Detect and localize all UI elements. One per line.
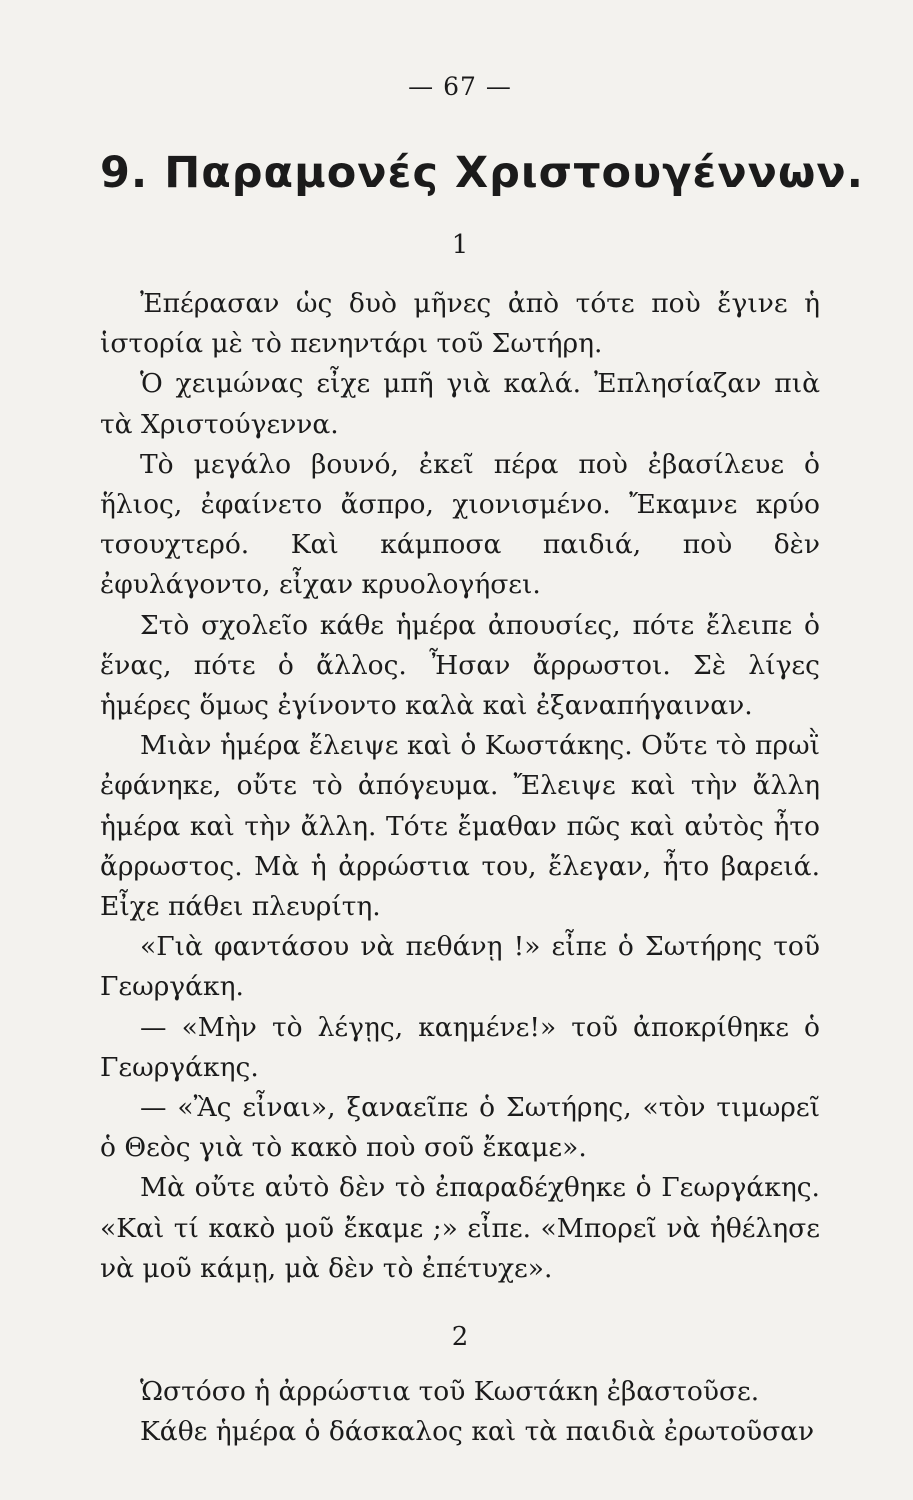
book-page xyxy=(100,0,864,1500)
paragraph: Μὰ οὔτε αὐτὸ δὲν τὸ ἐπαραδέχθηκε ὁ Γεωργάκης. «Καὶ τί κακὸ μοῦ ἔκαμε ;» εἶπε. «Μπορεῖ νὰ ἠθέλησε νὰ μοῦ κάμῃ, μὰ δὲν τὸ ἐπέτυχε». xyxy=(100,1172,820,1284)
paragraph: Ὡστόσο ἡ ἀρρώστια τοῦ Κωστάκη ἐβαστοῦσε. xyxy=(140,1376,760,1407)
page-number: — 67 — xyxy=(408,72,512,101)
paragraph: Τὸ μεγάλο βουνό, ἐκεῖ πέρα ποὺ ἐβασίλευε ὁ ἥλιος, ἐφαίνετο ἄσπρο, χιονισμένο. Ἔκαμνε κρύο τσουχτερό. Καὶ κάμποσα παιδιά, ποὺ δὲν ἐφυλάγοντο, εἶχαν κρυολογήσει. xyxy=(100,448,820,601)
paragraph: Μιὰν ἡμέρα ἔλειψε καὶ ὁ Κωστάκης. Οὔτε τὸ πρωῒ ἐφάνηκε, οὔτε τὸ ἀπόγευμα. Ἔλειψε καὶ τὴν ἄλλη ἡμέρα καὶ τὴν ἄλλη. Τότε ἔμαθαν πῶς καὶ αὐτὸς ἦτο ἄρρωστος. Μὰ ἡ ἀρρώστια του, ἔλεγαν, ἦτο βαρειά. Εἶχε πάθει πλευρίτη. xyxy=(100,730,820,923)
section-1-text xyxy=(100,284,820,1289)
section-2-text xyxy=(100,1372,820,1452)
paragraph: Στὸ σχολεῖο κάθε ἡμέρα ἀπουσίες, πότε ἔλειπε ὁ ἕνας, πότε ὁ ἄλλος. Ἦσαν ἄρρωστοι. Σὲ λίγες ἡμέρες ὅμως ἐγίνοντο καλὰ καὶ ἐξαναπήγαιναν. xyxy=(100,609,820,722)
paragraph: Ἐπέρασαν ὡς δυὸ μῆνες ἀπὸ τότε ποὺ ἔγινε ἡ ἱστορία μὲ τὸ πενηντάρι τοῦ Σωτήρη. xyxy=(100,288,820,360)
paragraph: — «Ἂς εἶναι», ξαναεῖπε ὁ Σωτήρης, «τὸν τιμωρεῖ ὁ Θεὸς γιὰ τὸ κακὸ ποὺ σοῦ ἔκαμε». xyxy=(100,1092,820,1164)
paragraph: Κάθε ἡμέρα ὁ δάσκαλος καὶ τὰ παιδιὰ ἐρωτοῦσαν xyxy=(140,1416,815,1448)
section-number-2: 2 xyxy=(451,1322,469,1352)
chapter-title: 9. Παραμονές Χριστουγέννων. xyxy=(100,148,864,198)
paragraph: — «Μὴν τὸ λέγῃς, καημένε!» τοῦ ἀποκρίθηκε ὁ Γεωργάκης. xyxy=(100,1011,820,1083)
paragraph: Ὁ χειμώνας εἶχε μπῆ γιὰ καλά. Ἐπλησίαζαν πιὰ τὰ Χριστούγεννα. xyxy=(100,368,820,440)
paragraph: «Γιὰ φαντάσου νὰ πεθάνῃ !» εἶπε ὁ Σωτήρης τοῦ Γεωργάκη. xyxy=(100,931,820,1003)
section-number-1: 1 xyxy=(451,230,469,260)
